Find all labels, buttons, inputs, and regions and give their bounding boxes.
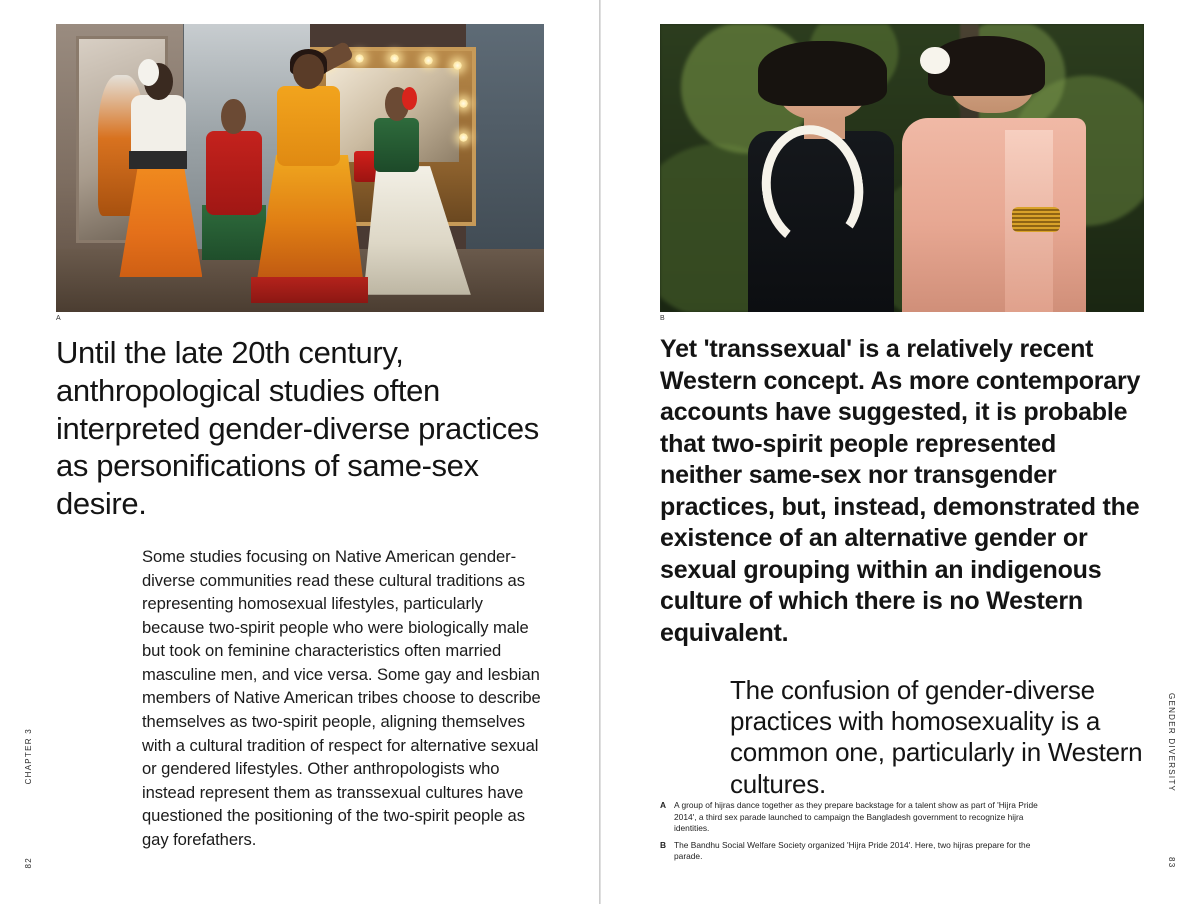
right-lede-text: Yet 'transsexual' is a relatively recent Western concept. As more contemporary accounts have suggested, it is probable that two-spirit people represented neither same-sex nor transgender practices, but, instead, demonstrated the existence of an alternative gender or sexual grouping within an indigenous culture of which there is no Western equivalent. <box>660 335 1141 647</box>
right-page <box>600 0 1200 904</box>
footnote-item <box>660 800 1040 835</box>
footnote-letter: A <box>660 800 667 811</box>
left-body-text: Some studies focusing on Native American gender-diverse communities read these cultural traditions as representing homosexual lifestyles, particularly because two-spirit people who were biologically male but took on feminine characteristics often married masculine men, and vice versa. Some gay and lesbian members of Native American tribes choose to describe themselves as two-spirit people, aligning themselves with a cultural tradition of respect for alternative sexual or gendered lifestyles. Other anthropologists who instead represent them as transsexual cultures have questioned the positioning of the two-spirit people as gay forefathers. <box>142 547 541 849</box>
figure-b-letter: B <box>660 315 665 322</box>
folio-section-label: GENDER DIVERSITY <box>1167 692 1176 792</box>
folio-page-number-right: 83 <box>1167 856 1176 868</box>
folio-chapter-label: CHAPTER 3 <box>24 727 33 784</box>
pull-quote: The confusion of gender-diverse practices with homosexuality is a common one, particularly in Western cultures. <box>730 675 1143 799</box>
left-lede-text: Until the late 20th century, anthropological studies often interpreted gender-diverse practices as personifications of same-sex desire. <box>56 335 539 522</box>
footnote-item <box>660 840 1040 863</box>
footnote-letter: B <box>660 839 667 850</box>
figure-a-photo <box>56 24 544 312</box>
footnote-text: A group of hijras dance together as they prepare backstage for a talent show as part of 'Hijra Pride 2014', a third sex parade launched to campaign the Bangladesh government to recognize hijra identities. <box>674 800 1038 834</box>
footnote-text: The Bandhu Social Welfare Society organized 'Hijra Pride 2014'. Here, two hijras prepare for the parade. <box>674 839 1031 862</box>
folio-page-number-left: 82 <box>24 856 33 868</box>
figure-b-photo <box>660 24 1144 312</box>
figure-a-letter: A <box>56 315 61 322</box>
dressing-room-scene <box>56 24 544 312</box>
footnotes-block <box>660 800 1040 868</box>
outdoor-portrait-scene <box>660 24 1144 312</box>
